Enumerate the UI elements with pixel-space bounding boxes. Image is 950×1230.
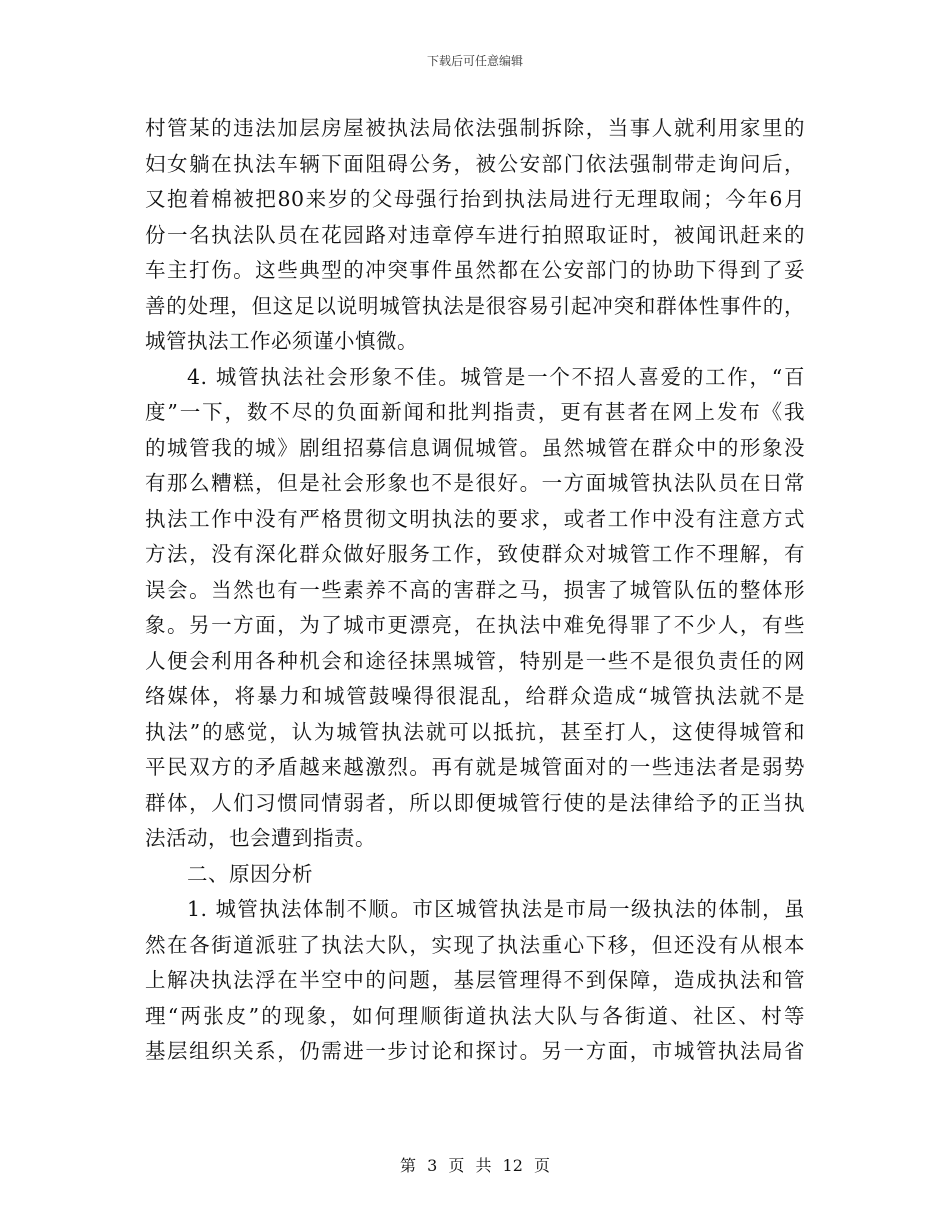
paragraph-line: 有那么糟糕，但是社会形象也不是很好。一方面城管执法队员在日常 <box>145 471 805 495</box>
paragraph-line: 平民双方的矛盾越来越激烈。再有就是城管面对的一些违法者是弱势 <box>145 755 805 779</box>
paragraph-line: 善的处理，但这足以说明城管执法是很容易引起冲突和群体性事件的， <box>145 293 805 318</box>
paragraph-line: 又抱着棉被把80来岁的父母强行抬到执法局进行无理取闹；今年6月 <box>145 187 805 211</box>
paragraph-line: 妇女躺在执法车辆下面阻碍公务，被公安部门依法强制带走询问后， <box>145 151 805 176</box>
paragraph-line: 方法，没有深化群众做好服务工作，致使群众对城管工作不理解，有 <box>145 542 805 566</box>
paragraph-line: 车主打伤。这些典型的冲突事件虽然都在公安部门的协助下得到了妥 <box>145 258 805 282</box>
paragraph-line: 城管执法工作必须谨小慎微。 <box>145 329 418 353</box>
paragraph-line: 份一名执法队员在花园路对违章停车进行拍照取证时，被闻讯赶来的 <box>145 222 805 247</box>
paragraph-line: 执法工作中没有严格贯彻文明执法的要求，或者工作中没有注意方式 <box>145 506 805 531</box>
paragraph-line: 络媒体，将暴力和城管鼓噪得很混乱，给群众造成“城管执法就不是 <box>145 684 805 708</box>
paragraph-line: 度”一下，数不尽的负面新闻和批判指责，更有甚者在网上发布《我 <box>145 400 805 424</box>
paragraph-line: 1. 城管执法体制不顺。市区城管执法是市局一级执法的体制，虽 <box>187 897 805 921</box>
paragraph-line: 执法”的感觉，认为城管执法就可以抵抗，甚至打人，这使得城管和 <box>145 719 805 744</box>
paragraph-line: 4. 城管执法社会形象不佳。城管是一个不招人喜爱的工作，“百 <box>187 364 805 389</box>
paragraph-line: 的城管我的城》剧组招募信息调侃城管。虽然城管在群众中的形象没 <box>145 435 805 460</box>
paragraph-line: 村管某的违法加层房屋被执法局依法强制拆除，当事人就利用家里的 <box>145 116 805 140</box>
page-number-footer: 第 3 页 共 12 页 <box>400 1156 550 1175</box>
paragraph-line: 误会。当然也有一些素养不高的害群之马，损害了城管队伍的整体形 <box>145 577 805 602</box>
paragraph-line: 上解决执法浮在半空中的问题，基层管理得不到保障，造成执法和管 <box>145 968 805 992</box>
document-body <box>145 111 805 1070</box>
paragraph-line: 群体，人们习惯同情弱者，所以即便城管行使的是法律给予的正当执 <box>145 790 805 815</box>
paragraph-line: 象。另一方面，为了城市更漂亮，在执法中难免得罪了不少人，有些 <box>145 613 805 637</box>
paragraph-line: 基层组织关系，仍需进一步讨论和探讨。另一方面，市城管执法局省 <box>145 1039 805 1063</box>
page-header-note: 下载后可任意编辑 <box>426 54 523 68</box>
section-heading: 二、原因分析 <box>187 861 313 886</box>
paragraph-line: 然在各街道派驻了执法大队，实现了执法重心下移，但还没有从根本 <box>145 932 805 957</box>
paragraph-line: 法活动，也会遭到指责。 <box>145 826 376 850</box>
paragraph-line: 人便会利用各种机会和途径抹黑城管，特别是一些不是很负责任的网 <box>145 648 805 673</box>
paragraph-line: 理“两张皮”的现象，如何理顺街道执法大队与各街道、社区、村等 <box>145 1003 805 1028</box>
